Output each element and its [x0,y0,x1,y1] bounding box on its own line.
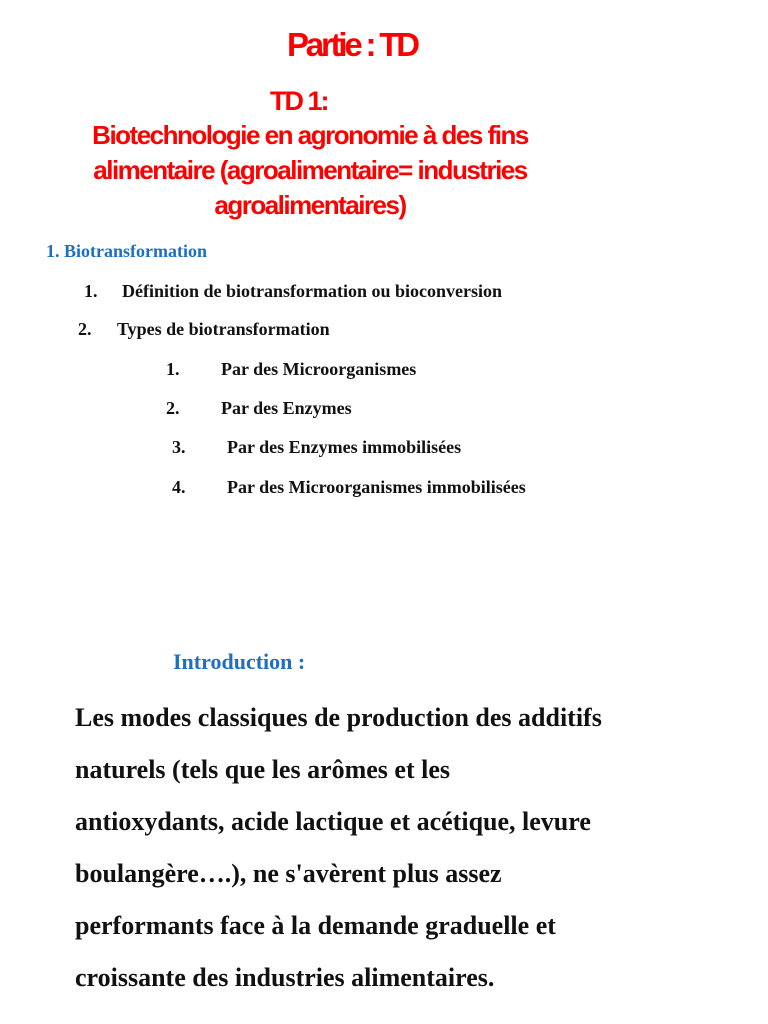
list-item-number: 1. [84,281,98,301]
td-title-line: alimentaire (agroalimentaire= industries [93,155,527,185]
td-title-line: agroalimentaires) [214,190,406,220]
introduction-paragraph [75,692,715,1004]
list-item-number: 4. [172,477,186,497]
list-item-number: 2. [78,319,92,339]
paragraph-line: Les modes classiques de production des additifs [75,703,602,732]
list-item-label: Par des Microorganismes immobilisées [227,477,526,497]
list-item-label: Définition de biotransformation ou bioconversion [122,281,503,301]
td-title-line: Biotechnologie en agronomie à des fins [92,120,528,150]
list-item-label: Par des Microorganismes [221,359,417,379]
list-item-label: Types de biotransformation [117,319,330,339]
paragraph-line: antioxydants, acide lactique et acétique, levure [75,807,591,836]
part-title: Partie : TD [287,26,417,63]
list-item-label: Par des Enzymes immobilisées [227,437,462,457]
list-item-number: 3. [172,437,186,457]
sub-list-item [166,397,352,419]
section-heading: 1. Biotransformation [46,241,207,261]
sub-list-item [172,436,461,458]
paragraph-line: boulangère….), ne s'avèrent plus assez [75,859,502,888]
sub-list-item [166,358,416,380]
list-item-number: 2. [166,398,180,418]
list-item-number: 1. [166,359,180,379]
sub-list-item [172,476,526,498]
list-item [84,280,502,302]
td-label: TD 1: [270,86,328,116]
paragraph-line: croissante des industries alimentaires. [75,963,495,992]
paragraph-line: performants face à la demande graduelle et [75,911,556,940]
introduction-heading: Introduction : [173,649,306,674]
list-item [78,318,330,340]
td-title [40,118,580,223]
paragraph-line: naturels (tels que les arômes et les [75,755,451,784]
list-item-label: Par des Enzymes [221,398,352,418]
